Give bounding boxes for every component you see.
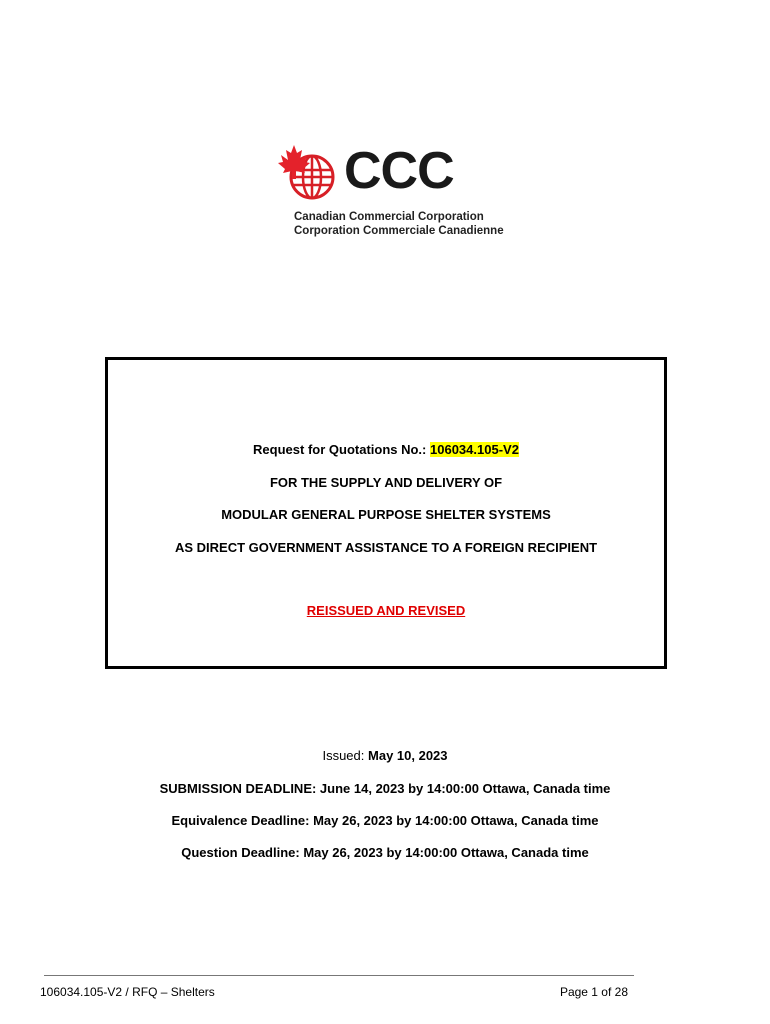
submission-deadline: SUBMISSION DEADLINE: June 14, 2023 by 14:00:00 Ottawa, Canada time — [159, 781, 611, 796]
status-text: REISSUED AND REVISED — [306, 603, 466, 618]
rfq-label: Request for Quotations No.: — [253, 442, 427, 457]
issued-date: May 10, 2023 — [368, 748, 448, 763]
footer-document-id: 106034.105-V2 / RFQ – Shelters — [40, 985, 215, 999]
question-deadline: Question Deadline: May 26, 2023 by 14:00:00 Ottawa, Canada time — [181, 845, 589, 860]
maple-leaf-globe-icon — [278, 143, 336, 203]
issued-line — [0, 748, 770, 763]
title-line-assistance: AS DIRECT GOVERNMENT ASSISTANCE TO A FOREIGN RECIPIENT — [174, 540, 598, 555]
logo-acronym: CCC — [344, 142, 454, 200]
logo-name-french: Corporation Commerciale Canadienne — [294, 225, 504, 237]
title-line-supply: FOR THE SUPPLY AND DELIVERY OF — [269, 475, 503, 490]
footer-page-number: Page 1 of 28 — [559, 985, 628, 999]
rfq-number: 106034.105-V2 — [430, 442, 519, 457]
issued-label: Issued: — [322, 748, 365, 763]
logo-name-english: Canadian Commercial Corporation — [294, 211, 484, 223]
ccc-logo — [272, 133, 504, 245]
status-label — [108, 603, 664, 618]
footer-divider — [44, 975, 634, 976]
title-line-shelters: MODULAR GENERAL PURPOSE SHELTER SYSTEMS — [221, 507, 551, 522]
title-box — [105, 357, 667, 669]
equivalence-deadline: Equivalence Deadline: May 26, 2023 by 14:00:00 Ottawa, Canada time — [171, 813, 599, 828]
rfq-line — [108, 442, 664, 457]
